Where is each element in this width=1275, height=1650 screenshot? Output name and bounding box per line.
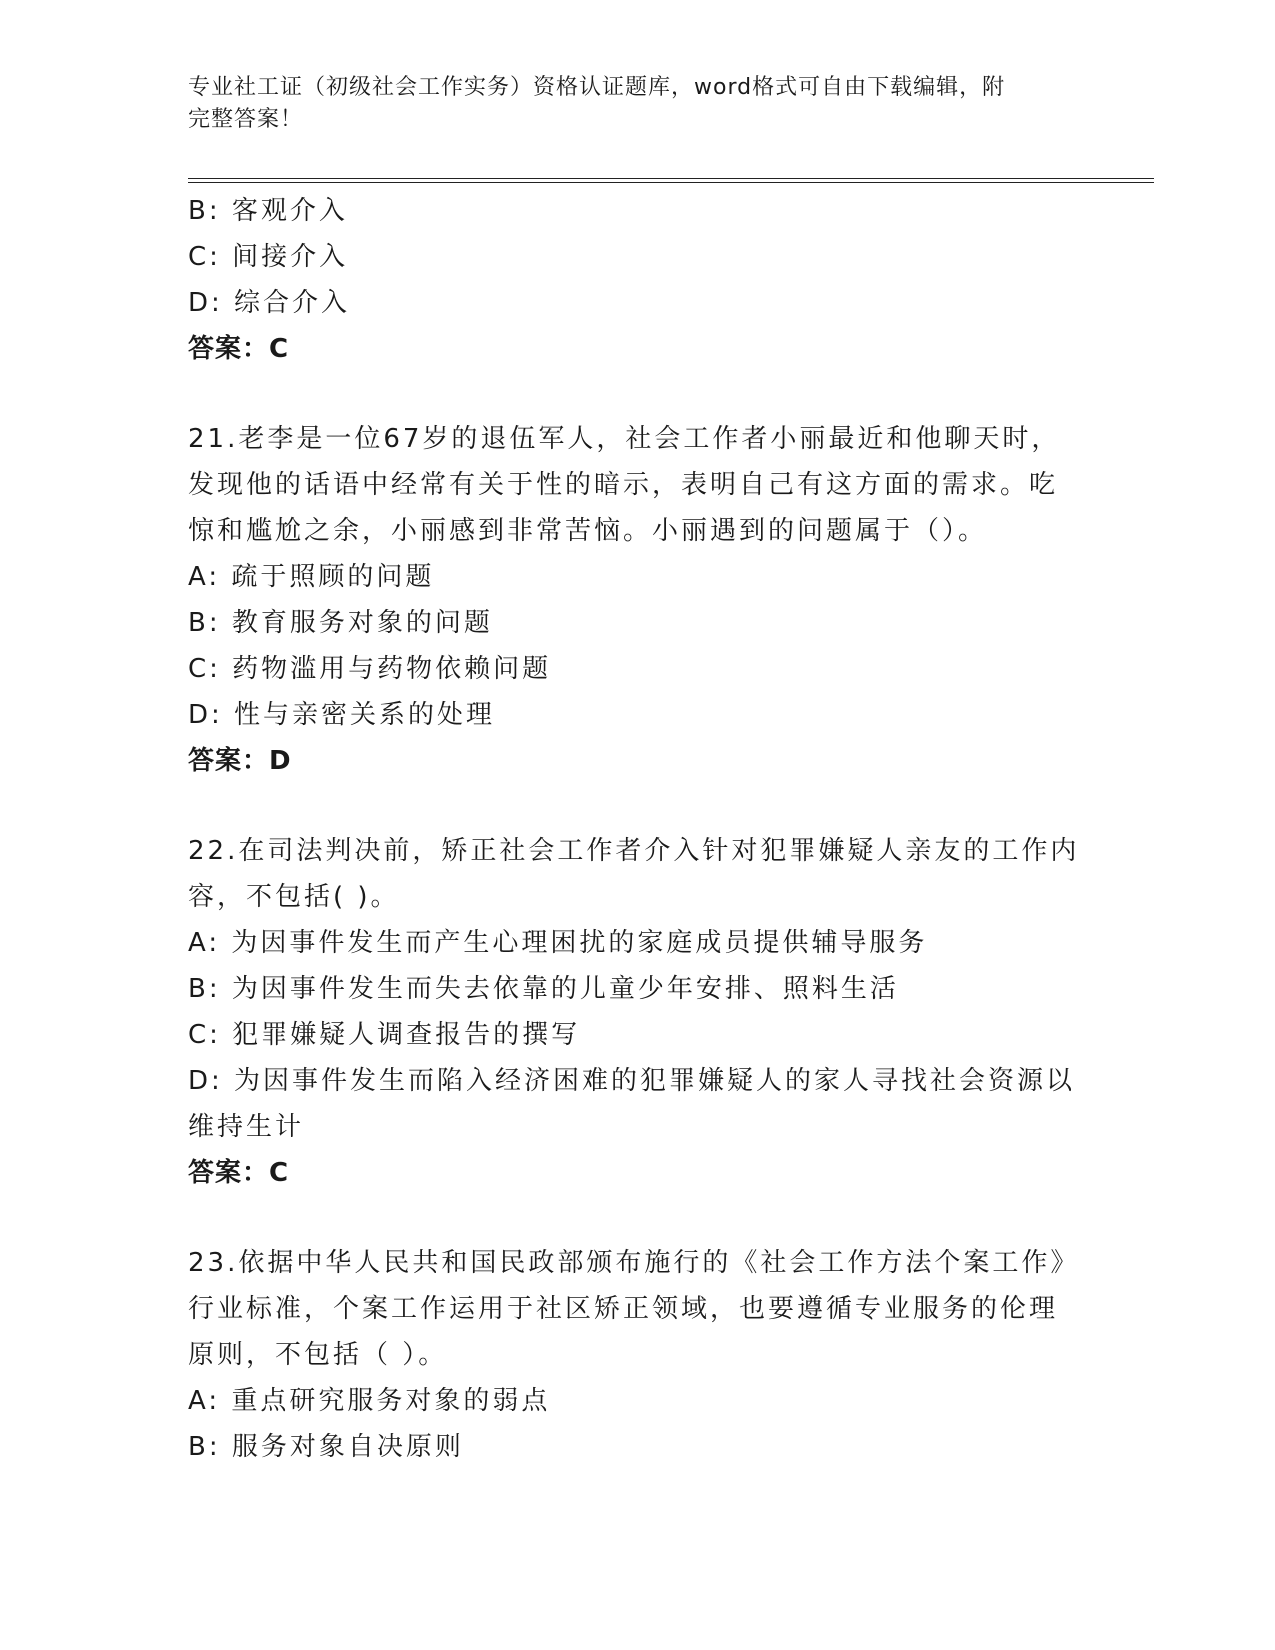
header-line-2: 完整答案！ [188, 107, 304, 132]
option-c: C: 犯罪嫌疑人调查报告的撰写 [188, 1020, 581, 1050]
option-b: B: 教育服务对象的问题 [188, 608, 493, 638]
option-a: A: 重点研究服务对象的弱点 [188, 1386, 551, 1416]
header-rule-top [188, 178, 1154, 179]
question-text-line: 21.老李是一位67岁的退伍军人，社会工作者小丽最近和他聊天时， [188, 424, 1061, 454]
document-body [188, 188, 1088, 1470]
option-d: D: 为因事件发生而陷入经济困难的犯罪嫌疑人的家人寻找社会资源以 [188, 1066, 1076, 1096]
question-22 [188, 828, 1088, 1196]
header-rule-bottom [188, 182, 1154, 183]
question-text-line: 原则，不包括（ ）。 [188, 1340, 448, 1370]
option-b: B: 客观介入 [188, 196, 348, 226]
question-text-line: 23.依据中华人民共和国民政部颁布施行的《社会工作方法个案工作》 [188, 1248, 1080, 1278]
question-21 [188, 416, 1088, 784]
page-header [188, 72, 1088, 136]
option-d-continued: 维持生计 [188, 1112, 305, 1142]
answer-line: 答案：C [188, 1158, 290, 1188]
option-c: C: 药物滥用与药物依赖问题 [188, 654, 552, 684]
option-a: A: 为因事件发生而产生心理困扰的家庭成员提供辅导服务 [188, 928, 928, 958]
header-line-1: 专业社工证（初级社会工作实务）资格认证题库，word格式可自由下载编辑，附 [188, 75, 1006, 100]
option-d: D: 综合介入 [188, 288, 351, 318]
question-text-line: 容，不包括( )。 [188, 882, 400, 912]
option-b: B: 服务对象自决原则 [188, 1432, 464, 1462]
option-b: B: 为因事件发生而失去依靠的儿童少年安排、照料生活 [188, 974, 899, 1004]
option-a: A: 疏于照顾的问题 [188, 562, 435, 592]
question-23 [188, 1240, 1088, 1470]
option-d: D: 性与亲密关系的处理 [188, 700, 496, 730]
question-text-line: 发现他的话语中经常有关于性的暗示，表明自己有这方面的需求。吃 [188, 470, 1059, 500]
question-text-line: 惊和尴尬之余，小丽感到非常苦恼。小丽遇到的问题属于（）。 [188, 516, 988, 546]
question-text-line: 22.在司法判决前，矫正社会工作者介入针对犯罪嫌疑人亲友的工作内 [188, 836, 1080, 866]
option-c: C: 间接介入 [188, 242, 349, 272]
answer-line: 答案：D [188, 746, 292, 776]
question-20-tail [188, 188, 1088, 372]
question-text-line: 行业标准，个案工作运用于社区矫正领域，也要遵循专业服务的伦理 [188, 1294, 1059, 1324]
answer-line: 答案：C [188, 334, 290, 364]
